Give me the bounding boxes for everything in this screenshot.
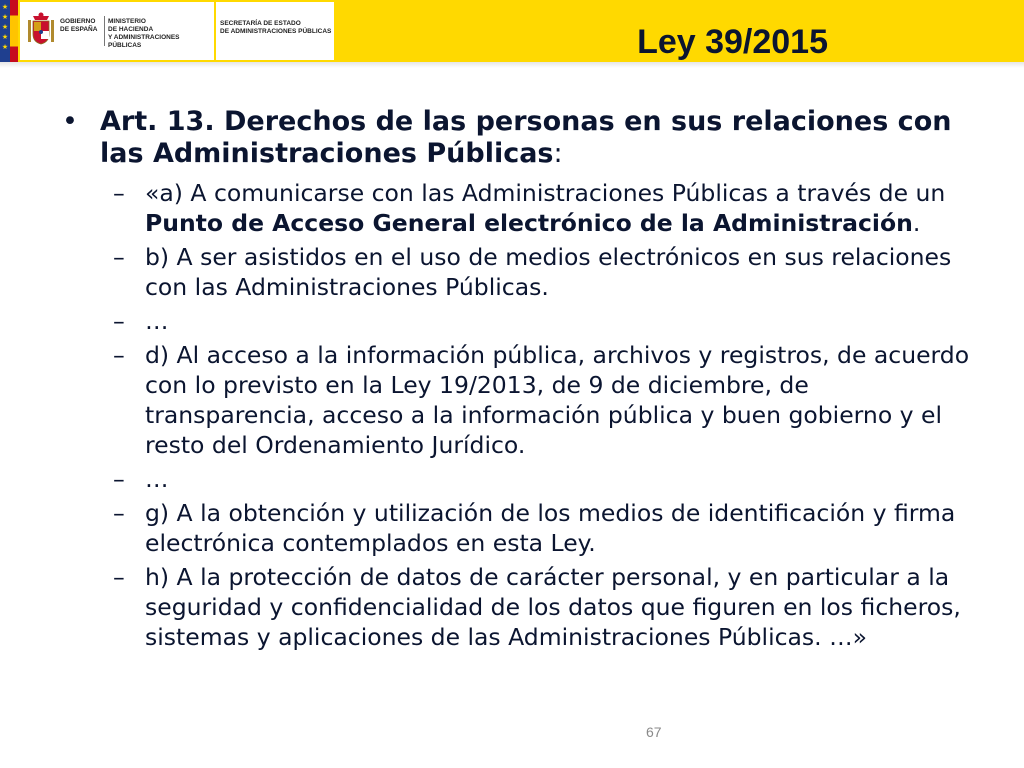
secretaria-logo — [216, 2, 334, 60]
item-text: «a) A comunicarse con las Administraciones Públicas a través de un — [145, 179, 946, 207]
slide-title: Ley 39/2015 — [637, 23, 828, 61]
spain-flag-icon — [10, 0, 18, 62]
item-text: … — [145, 465, 169, 493]
eu-flag-icon: ★ ★ ★ ★ ★ — [0, 0, 10, 62]
list-item — [56, 498, 976, 558]
dash-icon: – — [113, 307, 125, 335]
dash-icon: – — [113, 341, 125, 369]
main-bullet — [56, 106, 976, 170]
government-logo — [20, 2, 214, 60]
bullet-icon: • — [62, 106, 78, 137]
secretaria-label: SECRETARÍA DE ESTADO DE ADMINISTRACIONES PÚBLICAS — [220, 20, 332, 35]
item-text: d) Al acceso a la información pública, archivos y registros, de acuerdo con lo previsto en la Ley 19/2013, de 9 de diciembre, de transparencia, acceso a la información pública y buen gobierno y el resto del Ordenamiento Jurídico. — [145, 341, 970, 459]
coat-of-arms-icon — [27, 12, 55, 48]
list-item — [56, 178, 976, 238]
dash-icon: – — [113, 499, 125, 527]
logo-divider — [104, 16, 105, 46]
dash-icon: – — [113, 179, 125, 207]
item-text: h) A la protección de datos de carácter personal, y en particular a la seguridad y confidencialidad de los datos que figuren en los ficheros, sistemas y aplicaciones de las Administraciones Públicas. …» — [145, 563, 961, 651]
header-shadow — [0, 62, 1024, 68]
list-item — [56, 242, 976, 302]
list-item — [56, 464, 976, 494]
dash-icon: – — [113, 465, 125, 493]
item-text: g) A la obtención y utilización de los medios de identificación y firma electrónica contemplados en esta Ley. — [145, 499, 956, 557]
item-text: b) A ser asistidos en el uso de medios electrónicos en sus relaciones con las Administraciones Públicas. — [145, 243, 952, 301]
page-number: 67 — [646, 724, 662, 740]
item-text-end: . — [912, 209, 921, 237]
sub-bullet-list — [56, 178, 976, 652]
list-item — [56, 306, 976, 336]
list-item — [56, 340, 976, 460]
item-bold-text: Punto de Acceso General electrónico de la Administración — [145, 209, 913, 237]
dash-icon: – — [113, 243, 125, 271]
main-bullet-colon: : — [553, 138, 563, 169]
slide-content — [56, 106, 976, 656]
header-bar — [0, 0, 1024, 62]
item-text: … — [145, 307, 169, 335]
list-item — [56, 562, 976, 652]
government-label: GOBIERNO DE ESPAÑA — [60, 18, 98, 33]
dash-icon: – — [113, 563, 125, 591]
ministry-label: MINISTERIO DE HACIENDA Y ADMINISTRACIONES PÚBLICAS — [108, 18, 180, 49]
main-bullet-heading: Art. 13. Derechos de las personas en sus relaciones con las Administraciones Públicas — [100, 106, 952, 169]
